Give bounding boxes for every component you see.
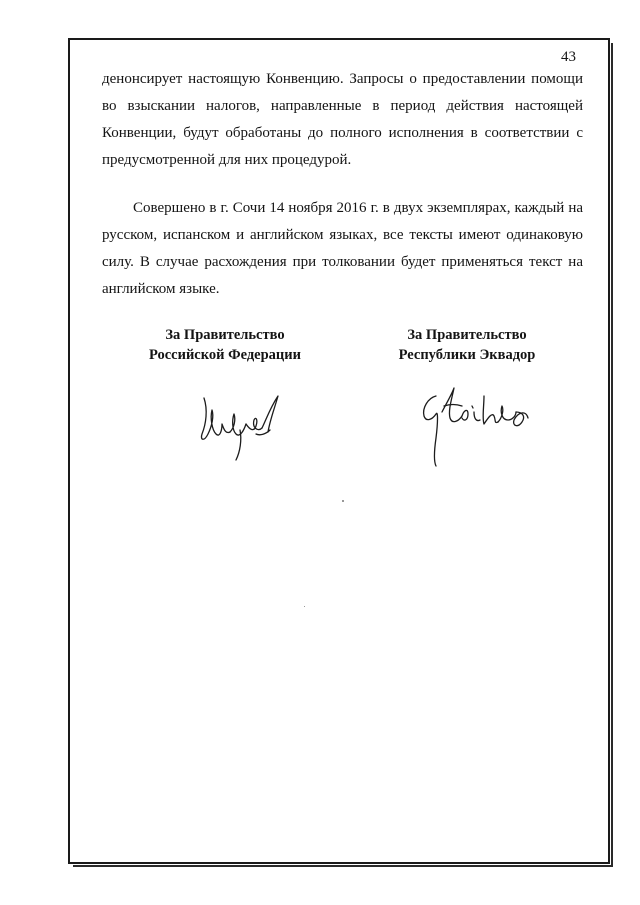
signatory-country: Республики Эквадор xyxy=(398,347,536,363)
signature-russia xyxy=(196,390,286,462)
page-number: 43 xyxy=(561,49,576,65)
signatory-block-ecuador xyxy=(372,325,562,365)
signatory-block-russia xyxy=(130,325,320,365)
signatory-heading: За Правительство xyxy=(165,327,285,343)
signatory-country: Российской Федерации xyxy=(148,347,301,363)
paragraph-termination-clause: денонсирует настоящую Конвенцию. Запросы о предоставлении помощи во взыскании налогов, направленные в период действия настоящей Конвенции, будут обработаны до полного исполнения в соответствии с предусмотренной для них процедурой. xyxy=(102,71,583,168)
scan-speck xyxy=(342,500,344,502)
paragraph-signing-clause: Совершено в г. Сочи 14 ноября 2016 г. в двух экземплярах, каждый на русском, испанском и английском языках, все тексты имеют одинаковую силу. В случае расхождения при толковании будет применяться текст на английском языке. xyxy=(102,200,583,297)
signatory-heading: За Правительство xyxy=(407,327,527,343)
scan-speck xyxy=(304,606,305,607)
signature-ecuador xyxy=(418,382,538,468)
